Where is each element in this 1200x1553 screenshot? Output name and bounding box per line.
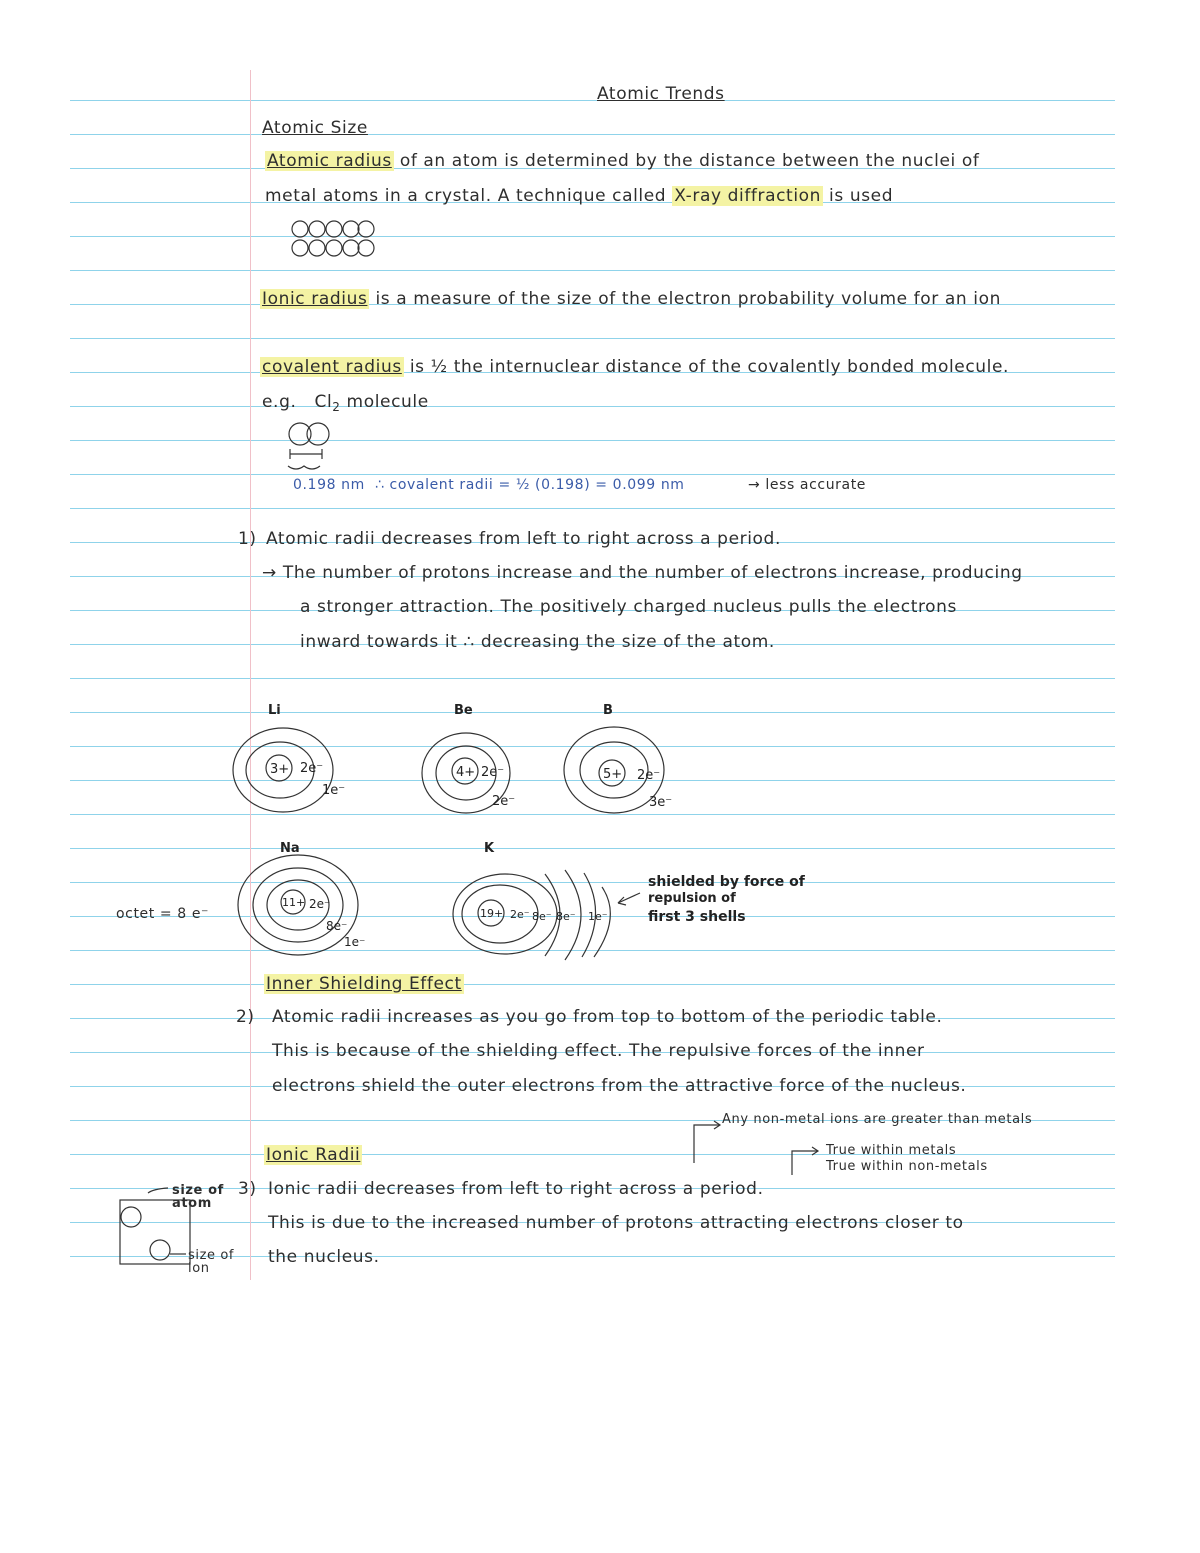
atomic-radius-def-1: of an atom is determined by the distance between the nuclei of	[399, 151, 980, 171]
size-of-atom-label: size of atom	[172, 1183, 224, 1211]
octet-note: octet = 8 e⁻	[116, 906, 210, 922]
atomic-radius-def-2a: metal atoms in a crystal. A technique called	[265, 186, 667, 206]
trend-1-number: 1)	[238, 529, 257, 549]
example-eg: e.g.	[262, 392, 297, 412]
section-heading-ionic-radii: Ionic Radii	[266, 1145, 361, 1165]
metal-crystal-sketch	[292, 221, 374, 256]
b-nucleus: 5+	[603, 767, 623, 782]
covalent-half: ½	[430, 357, 448, 377]
example-cl-subscript: 2	[332, 400, 341, 414]
na-shell-2: 8e⁻	[326, 919, 348, 933]
be-shell-2: 2e⁻	[492, 794, 516, 809]
trend-2-expl-1: This is because of the shielding effect. The repulsive forces of the inner	[272, 1041, 925, 1061]
distance-label: 0.198 nm	[293, 477, 365, 493]
trend-2-number: 2)	[236, 1007, 255, 1027]
na-nucleus: 11+	[282, 896, 306, 909]
li-label: Li	[268, 703, 281, 718]
k-label: K	[484, 841, 495, 856]
li-shell-1: 2e⁻	[300, 761, 324, 776]
na-shell-1: 2e⁻	[309, 897, 331, 911]
trend-3-expl-2: the nucleus.	[268, 1247, 380, 1267]
size-of-ion-label: size of ion	[188, 1248, 235, 1276]
trend-1-expl-2: a stronger attraction. The positively charged nucleus pulls the electrons	[300, 597, 958, 617]
k-nucleus: 19+	[480, 907, 504, 920]
ionic-note-1: Any non-metal ions are greater than metals	[722, 1112, 1033, 1127]
shield-note-3: first 3 shells	[648, 909, 746, 925]
covalent-def-b: the internuclear distance of the covalently bonded molecule.	[453, 357, 1010, 377]
be-label: Be	[454, 703, 473, 718]
k-shell-3: 8e⁻	[556, 910, 576, 923]
page-title: Atomic Trends	[597, 84, 725, 104]
shield-note-1: shielded by force of	[648, 874, 805, 890]
li-shell-2: 1e⁻	[322, 783, 346, 798]
trend-3-expl-1: This is due to the increased number of protons attracting electrons closer to	[268, 1213, 964, 1233]
na-shell-3: 1e⁻	[344, 935, 366, 949]
covalent-radius-term: covalent radius	[262, 357, 402, 377]
k-shell-1: 2e⁻	[510, 908, 530, 921]
be-nucleus: 4+	[456, 765, 476, 780]
trend-3-statement: Ionic radii decreases from left to right across a period.	[268, 1179, 764, 1199]
b-label: B	[603, 703, 613, 718]
b-shell-1: 2e⁻	[637, 768, 661, 783]
atomic-radius-def-2b: is used	[829, 186, 894, 206]
ionic-radius-def: is a measure of the size of the electron probability volume for an ion	[375, 289, 1001, 309]
b-shell-2: 3e⁻	[649, 795, 673, 810]
trend-3-number: 3)	[238, 1179, 257, 1199]
trend-1-expl-1: → The number of protons increase and the number of electrons increase, producing	[262, 563, 1023, 583]
calc-note: → less accurate	[748, 477, 867, 493]
trend-2-expl-2: electrons shield the outer electrons from the attractive force of the nucleus.	[272, 1076, 967, 1096]
be-shell-1: 2e⁻	[481, 765, 505, 780]
example-molecule: molecule	[346, 392, 429, 412]
section-heading-atomic-size: Atomic Size	[262, 118, 368, 138]
example-cl: Cl	[314, 392, 333, 412]
ionic-note-3: True within non-metals	[826, 1159, 988, 1174]
covalent-def-a: is	[409, 357, 425, 377]
trend-2-statement: Atomic radii increases as you go from top to bottom of the periodic table.	[272, 1007, 943, 1027]
atom-ion-size-box	[120, 1188, 190, 1264]
ionic-note-arrows	[694, 1121, 818, 1175]
k-shell-2: 8e⁻	[532, 910, 552, 923]
li-nucleus: 3+	[270, 762, 290, 777]
trend-1-expl-3: inward towards it ∴ decreasing the size of the atom.	[300, 632, 775, 652]
atomic-radius-term: Atomic radius	[267, 151, 392, 171]
ionic-radius-term: Ionic radius	[262, 289, 368, 309]
section-heading-inner-shielding: Inner Shielding Effect	[266, 974, 462, 994]
shield-note-2: repulsion of	[648, 891, 736, 906]
covalent-calc: ∴ covalent radii = ½ (0.198) = 0.099 nm	[375, 477, 685, 493]
k-shell-4: 1e⁻	[588, 910, 608, 923]
trend-1-statement: Atomic radii decreases from left to right across a period.	[266, 529, 781, 549]
ionic-note-2: True within metals	[826, 1143, 957, 1158]
xray-diffraction-term: X-ray diffraction	[674, 186, 822, 206]
cl2-sketch	[288, 423, 329, 469]
na-label: Na	[280, 841, 300, 856]
